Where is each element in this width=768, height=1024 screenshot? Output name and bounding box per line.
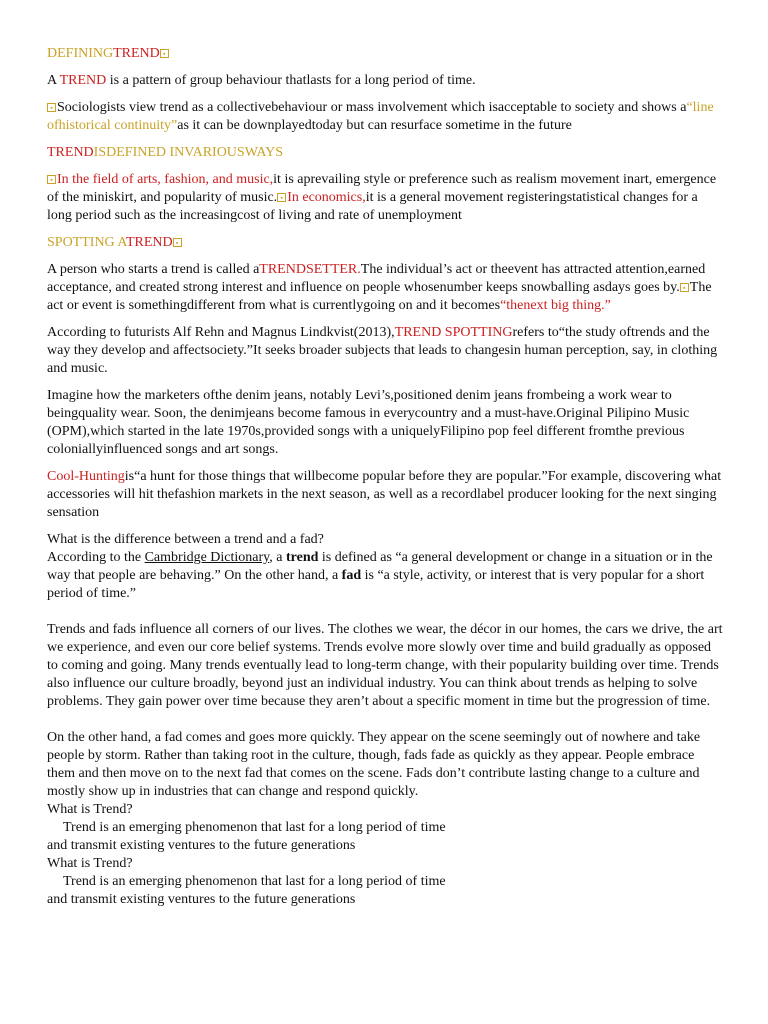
trend-definition-line: and transmit existing ventures to the future generations [47,838,356,853]
paragraph: According to the Cambridge Dictionary, a trend is defined as “a general development or change in a situation or in the way that people are behaving.” On the other hand, a fad is “a style, activity, or interest that is very popular for a short period of time.” [47,550,713,601]
paragraph: Imagine how the marketers ofthe denim jeans, notably Levi’s,positioned denim jeans frombeing a work wear to beingquality wear. Soon, the denimjeans become famous in everycountry and a must-have.Original Pilipino Music (OPM),which started in the late 1970s,provided songs with a uniquelyFilipino pop feel different fromthe previous coloniallyinfluenced songs and art songs. [47,388,690,457]
document-page [47,40,723,909]
highlight-text: In the field of arts, fashion, and music, [57,172,274,187]
bullet-icon: ▪ [47,103,56,112]
highlight-text: TRENDSETTER. [259,262,361,277]
paragraph: On the other hand, a fad comes and goes more quickly. They appear on the scene seemingly out of nowhere and take people by storm. Rather than taking root in the culture, though, fads fade as quickly as they appear. People embrace them and then move on to the next fad that comes on the scene. Fads don’t contribute lasting change to a culture and mostly show up in industries that can change and respond quickly. [47,730,701,799]
paragraph: A person who starts a trend is called aTRENDSETTER.The individual’s act or theevent has attracted attention,earned acceptance, and created strong interest and influence on people whosenumber keeps snowballing asdays goes by. ▪ The act or event is somethingdifferent from what is currentlygoing on and it becomes“thenext big thing.” [47,262,712,313]
trend-definition-line: Trend is an emerging phenomenon that last for a long period of time [63,820,446,835]
heading-text: ISDEFINED INVARIOUSWAYS [93,145,284,160]
paragraph: A TREND is a pattern of group behaviour thatlasts for a long period of time. [47,73,476,88]
bullet-icon: ▪ [277,193,286,202]
heading-highlight: TREND [125,235,173,250]
question-line: What is the difference between a trend and a fad? [47,532,324,547]
trend-definition-line: Trend is an emerging phenomenon that last for a long period of time [63,874,446,889]
highlight-text: “thenext big thing.” [500,298,611,313]
what-is-trend-line: What is Trend? [47,802,133,817]
heading-highlight: TREND [47,145,94,160]
paragraph: According to futurists Alf Rehn and Magnus Lindkvist(2013),TREND SPOTTINGrefers to“the study oftrends and the way they develop and affectsociety.”It seeks broader subjects that leads to changesin human perception, say, in clothing and music. [47,325,718,376]
trend-definition-line: and transmit existing ventures to the future generations [47,892,356,907]
paragraph: ▪ In the field of arts, fashion, and music,it is aprevailing style or preference such as realism movement inart, emergence of the miniskirt, and popularity of music. ▪ In economics,it is a general movement registeringstatistical changes for a long period such as the increasingcost of living and rate of unemployment [47,172,717,223]
highlight-text: Cool-Hunting [47,469,125,484]
heading-defining-trend [47,45,723,63]
bullet-icon: ▪ [173,238,182,247]
paragraph: Trends and fads influence all corners of our lives. The clothes we wear, the décor in our homes, the cars we drive, the art we experience, and even our core belief systems. Trends evolve more slowly over time and build gradually as opposed to coming and going. Many trends eventually lead to long-term change, with their popularity building over time. Trends also influence our culture broadly, beyond just an individual industry. You can think about trends as helping to solve problems. They gain power over time because they aren’t about a specific moment in time but the progression of time. [47,622,723,709]
bullet-icon: ▪ [680,283,689,292]
highlight-text: TREND SPOTTING [394,325,513,340]
paragraph: ▪ Sociologists view trend as a collectivebehaviour or mass involvement which isacceptable to society and shows a“line ofhistorical continuity”as it can be downplayedtoday but can resurface sometime in the future [47,100,714,133]
highlight-text: TREND [59,73,107,88]
bullet-icon: ▪ [160,49,169,58]
what-is-trend-line: What is Trend? [47,856,133,871]
heading-spotting-trend [47,234,723,252]
highlight-text: In economics, [287,190,366,205]
heading-text: DEFINING [47,46,114,61]
heading-trend-defined [47,144,723,162]
dictionary-link[interactable]: Cambridge Dictionary [144,550,270,565]
bullet-icon: ▪ [47,175,56,184]
heading-text: SPOTTING A [47,235,126,250]
heading-highlight: TREND [113,46,160,61]
highlight-text: “line ofhistorical continuity” [47,100,714,133]
paragraph: Cool-Huntingis“a hunt for those things that willbecome popular before they are popular.”For example, discovering what accessories will hit thefashion markets in the next season, as well as a recordlabel producer looking for the next singing sensation [47,469,722,520]
